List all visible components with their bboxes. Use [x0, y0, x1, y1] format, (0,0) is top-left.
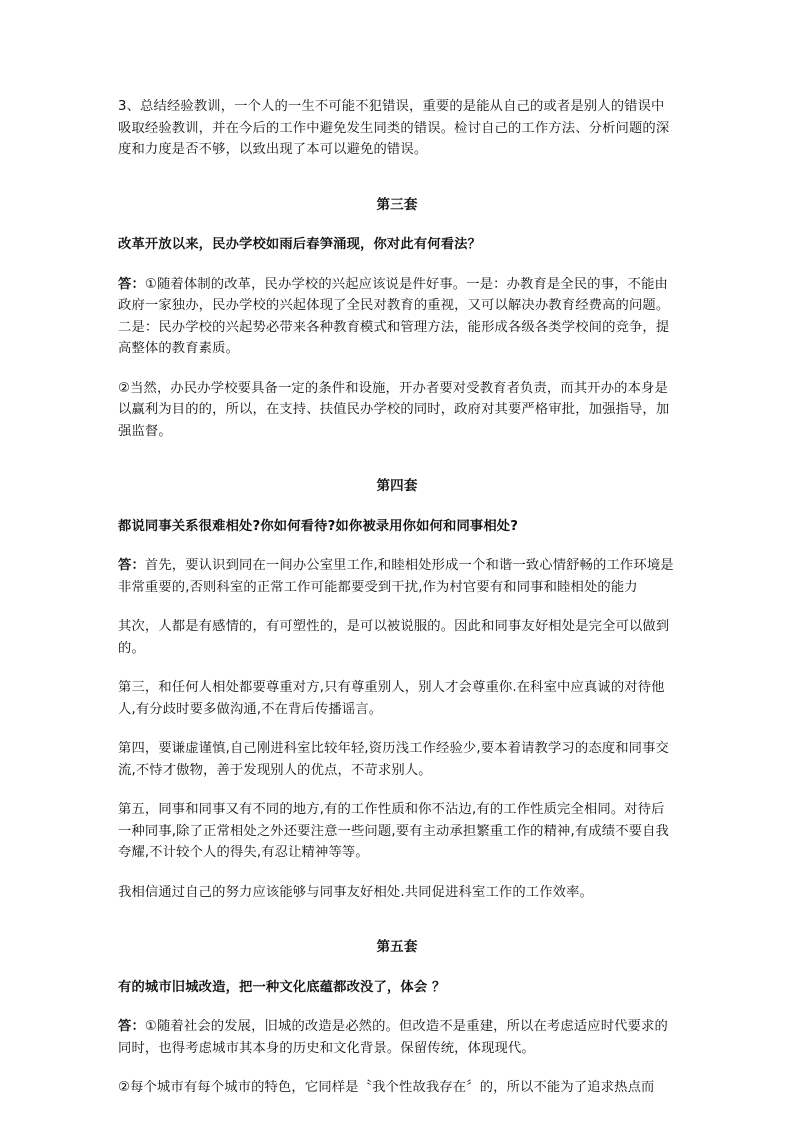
document-body [118, 96, 676, 1099]
set-4-question: 都说同事关系很难相处?你如何看待?如你被录用你如何和同事相处? [118, 518, 519, 534]
set-4-heading: 第四套 [376, 478, 418, 494]
set-4-answer-p1 [118, 555, 676, 598]
answer-text: 首先，要认识到同在一间办公室里工作,和睦相处形成一个和谐一致心情舒畅的工作环境是非常重要的,否则科室的正常工作可能都要受到干扰,作为村官要有和同事和睦相处的能力 [118, 558, 674, 595]
intro-point-3: 3、总结经验教训，一个人的一生不可能不犯错误，重要的是能从自己的或者是别人的错误中吸取经验教训，并在今后的工作中避免发生同类的错误。检讨自己的工作方法、分析问题的深度和力度是否不够，以致出现了本可以避免的错误。 [118, 99, 670, 157]
set-4-answer-p5: 第五，同事和同事又有不同的地方,有的工作性质和你不沾边,有的工作性质完全相同。对待后一种同事,除了正常相处之外还要注意一些问题,要有主动承担繁重工作的精神,有成绩不要自我夸耀,不计较个人的得失,有忍让精神等等。 [118, 802, 670, 860]
answer-label: 答： [118, 558, 145, 573]
set-5-answer-p2: ②每个城市有每个城市的特色，它同样是〝我个性故我存在〞的，所以不能为了追求热点而 [118, 1080, 655, 1095]
set-3-answer-p2: ②当然，办民办学校要具备一定的条件和设施，开办者要对受教育者负责，而其开办的本身是以赢利为目的的，所以，在支持、扶值民办学校的同时，政府对其要严格审批，加强指导，加强监督。 [118, 380, 670, 439]
answer-label: 答： [118, 276, 145, 292]
set-5-answer-p1 [118, 1016, 676, 1059]
set-5-heading: 第五套 [376, 939, 418, 955]
set-3-answer-p1 [118, 274, 676, 360]
answer-label: 答： [118, 1019, 145, 1034]
set-3-question: 改革开放以来，民办学校如雨后春笋涌现，你对此有何看法？ [118, 237, 482, 252]
set-5-question: 有的城市旧城改造，把一种文化底蕴都改没了，体会 ？ [118, 979, 446, 995]
set-3-heading: 第三套 [376, 196, 418, 213]
set-4-answer-p3: 第三，和任何人相处都要尊重对方,只有尊重别人，别人才会尊重你.在科室中应真诚的对待他人,有分歧时要多做沟通,不在背后传播谣言。 [118, 680, 665, 717]
set-4-answer-p4: 第四，要谦虚谨慎,自己刚进科室比较年轻,资历浅工作经验少,要本着请教学习的态度和同事交流,不恃才傲物，善于发现别人的优点，不苛求别人。 [118, 741, 670, 778]
set-4-answer-p6: 我相信通过自己的努力应该能够与同事友好相处.共同促进科室工作的工作效率。 [118, 884, 594, 900]
answer-text: ①随着体制的改革，民办学校的兴起应该说是件好事。一是：办教育是全民的事，不能由政府一家独办，民办学校的兴起体现了全民对教育的重视，又可以解决办教育经费高的问题。二是：民办学校的兴起势必带来各种教育模式和管理方法，能形成各级各类学校间的竞争，提高整体的教育素质。 [118, 276, 670, 356]
answer-text: ①随着社会的发展，旧城的改造是必然的。但改造不是重建，所以在考虑适应时代要求的同时，也得考虑城市其本身的历史和文化背景。保留传统，体现现代。 [118, 1019, 668, 1056]
set-4-answer-p2: 其次，人都是有感情的，有可塑性的，是可以被说服的。因此和同事友好相处是完全可以做到的。 [118, 619, 670, 656]
